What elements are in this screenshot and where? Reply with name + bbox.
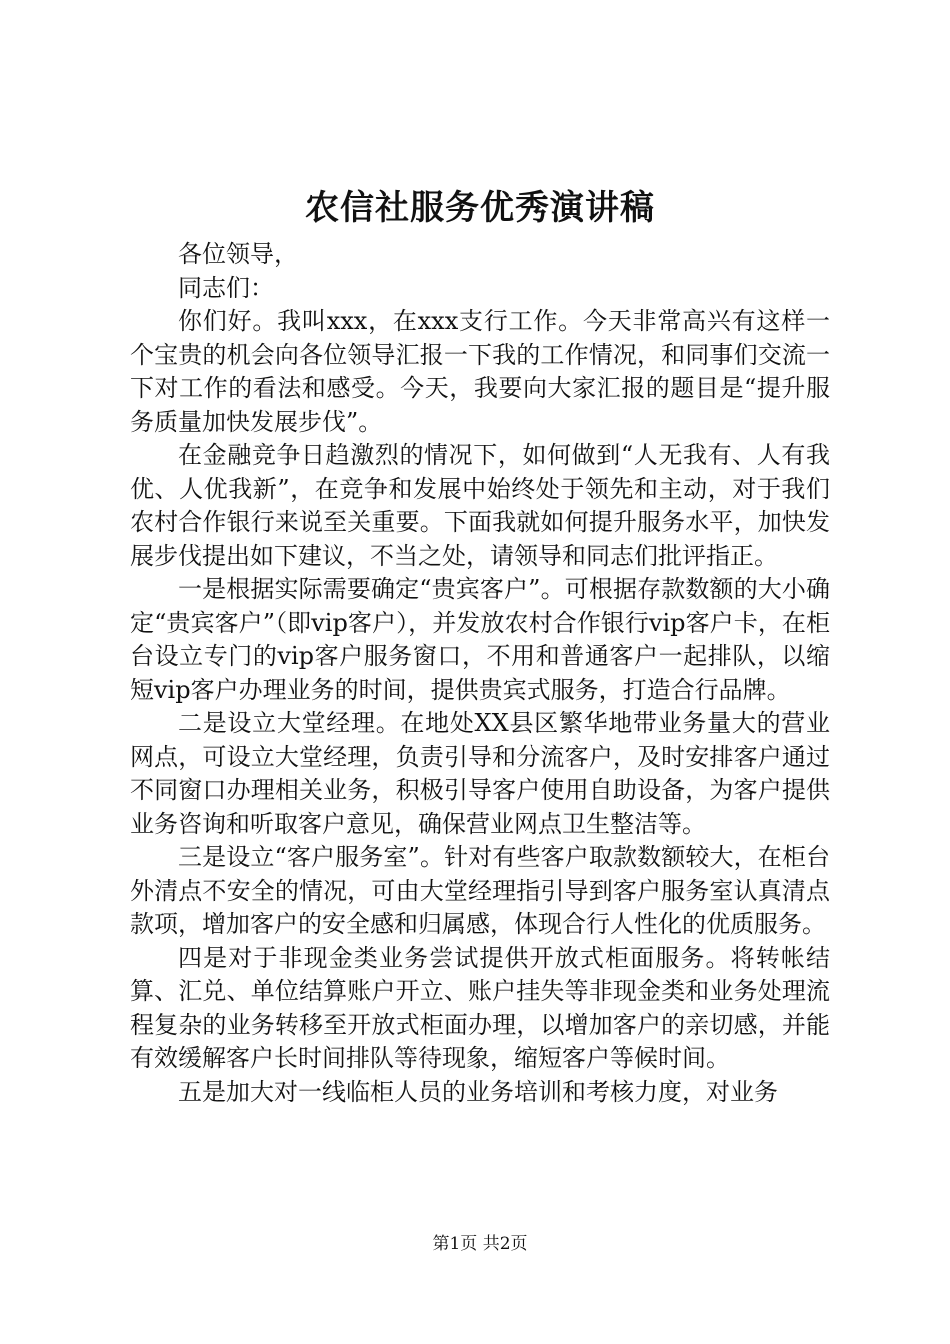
paragraph-point-1: 一是根据实际需要确定“贵宾客户”。可根据存款数额的大小确定“贵宾客户”（即vip客户），并发放农村合作银行vip客户卡，在柜台设立专门的vip客户服务窗口，不用和普通客户一起排队，以缩短vip客户办理业务的时间，提供贵宾式服务，打造合行品牌。	[130, 575, 830, 704]
paragraph-point-5: 五是加大对一线临柜人员的业务培训和考核力度，对业务	[178, 1077, 778, 1106]
page-number-footer: 第1页 共2页	[432, 1234, 528, 1254]
salutation-comrades: 同志们：	[178, 273, 274, 302]
paragraph-point-2: 二是设立大堂经理。在地处XX县区繁华地带业务量大的营业网点，可设立大堂经理，负责引导和分流客户，及时安排客户通过不同窗口办理相关业务，积极引导客户使用自助设备，为客户提供业务咨询和听取客户意见，确保营业网点卫生整洁等。	[130, 709, 830, 838]
document-title: 农信社服务优秀演讲稿	[305, 188, 655, 228]
document-body	[130, 238, 830, 1109]
paragraph-background: 在金融竞争日趋激烈的情况下，如何做到“人无我有、人有我优、人优我新”，在竞争和发展中始终处于领先和主动，对于我们农村合作银行来说至关重要。下面我就如何提升服务水平，加快发展步伐提出如下建议，不当之处，请领导和同志们批评指正。	[130, 441, 830, 570]
salutation-leaders: 各位领导，	[178, 240, 298, 268]
document-page	[130, 0, 830, 1344]
paragraph-point-3: 三是设立“客户服务室”。针对有些客户取款数额较大，在柜台外清点不安全的情况，可由大堂经理指引导到客户服务室认真清点款项，增加客户的安全感和归属感，体现合行人性化的优质服务。	[130, 843, 830, 938]
paragraph-intro: 你们好。我叫xxx，在xxx支行工作。今天非常高兴有这样一个宝贵的机会向各位领导汇报一下我的工作情况，和同事们交流一下对工作的看法和感受。今天，我要向大家汇报的题目是“提升服务质量加快发展步伐”。	[130, 307, 830, 436]
paragraph-point-4: 四是对于非现金类业务尝试提供开放式柜面服务。将转帐结算、汇兑、单位结算账户开立、账户挂失等非现金类和业务处理流程复杂的业务转移至开放式柜面办理，以增加客户的亲切感，并能有效缓解客户长时间排队等待现象，缩短客户等候时间。	[130, 943, 830, 1072]
